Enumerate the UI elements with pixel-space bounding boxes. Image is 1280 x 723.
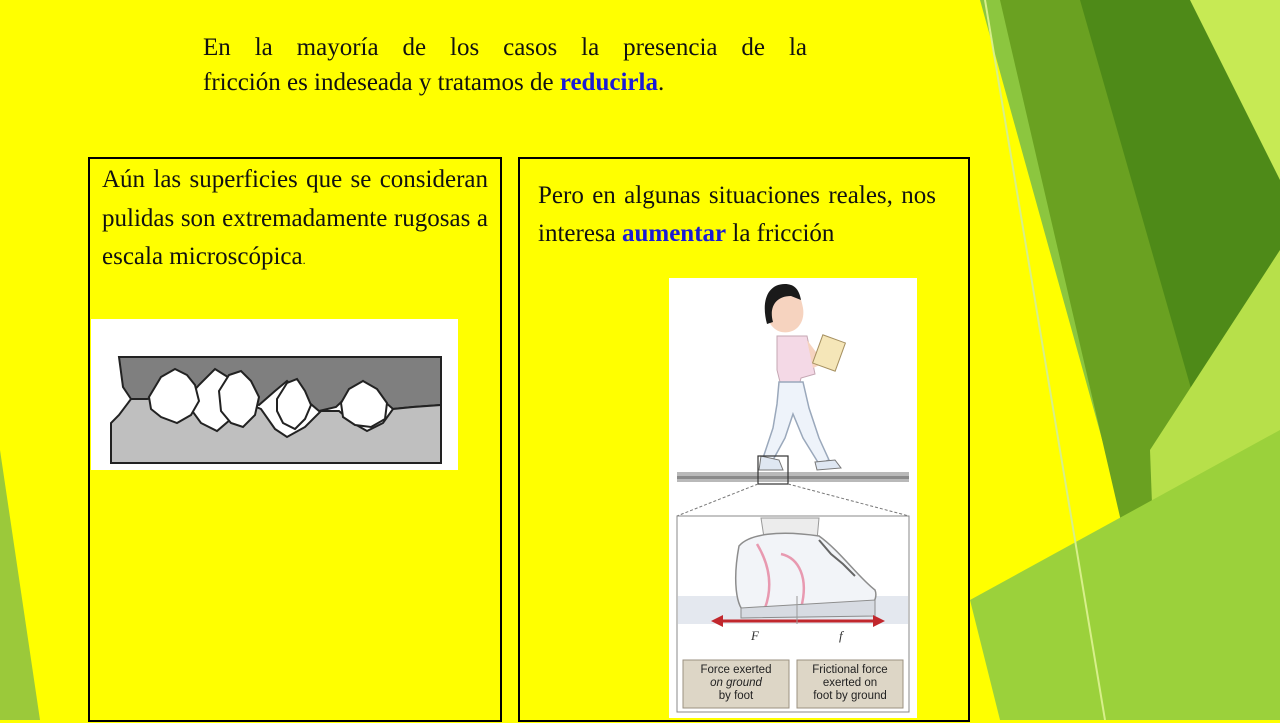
header-line-2-post: . <box>657 69 665 96</box>
caption-left-line-1: Force exerted <box>700 664 772 676</box>
left-box-paragraph: Aún las superficies que se consideran pulidas son extremadamente rugosas a escala microscópica <box>102 166 488 270</box>
header-line-2-pre: fricción es indeseada y tratamos de <box>203 69 560 96</box>
caption-right-line-2: exerted on <box>822 677 878 689</box>
caption-left-line-2: on ground <box>710 677 762 689</box>
walking-illustration <box>669 278 917 718</box>
caption-right-line-3: foot by ground <box>813 690 887 702</box>
header-line-2 <box>203 65 807 100</box>
right-box-post: la fricción <box>726 220 835 247</box>
right-box-pre: Pero en algunas situaciones reales, nos interesa <box>538 182 936 247</box>
roughness-image <box>91 319 458 470</box>
caption-right-line-1: Frictional force <box>812 664 888 676</box>
left-box-text <box>102 161 488 280</box>
walking-woman <box>759 284 845 470</box>
force-label-f: f <box>839 628 843 643</box>
roughness-diagram <box>91 319 458 470</box>
right-box-highlight: aumentar <box>621 220 727 247</box>
walking-friction-figure <box>669 278 917 718</box>
header-highlight: reducirla <box>559 69 658 96</box>
right-box-text <box>538 177 936 253</box>
header-line-1: En la mayoría de los casos la presencia de la <box>203 34 807 61</box>
header-text <box>203 30 807 100</box>
left-box-end: . <box>302 253 306 267</box>
force-label-F: F <box>751 628 759 643</box>
caption-left-line-3: by foot <box>718 690 754 702</box>
